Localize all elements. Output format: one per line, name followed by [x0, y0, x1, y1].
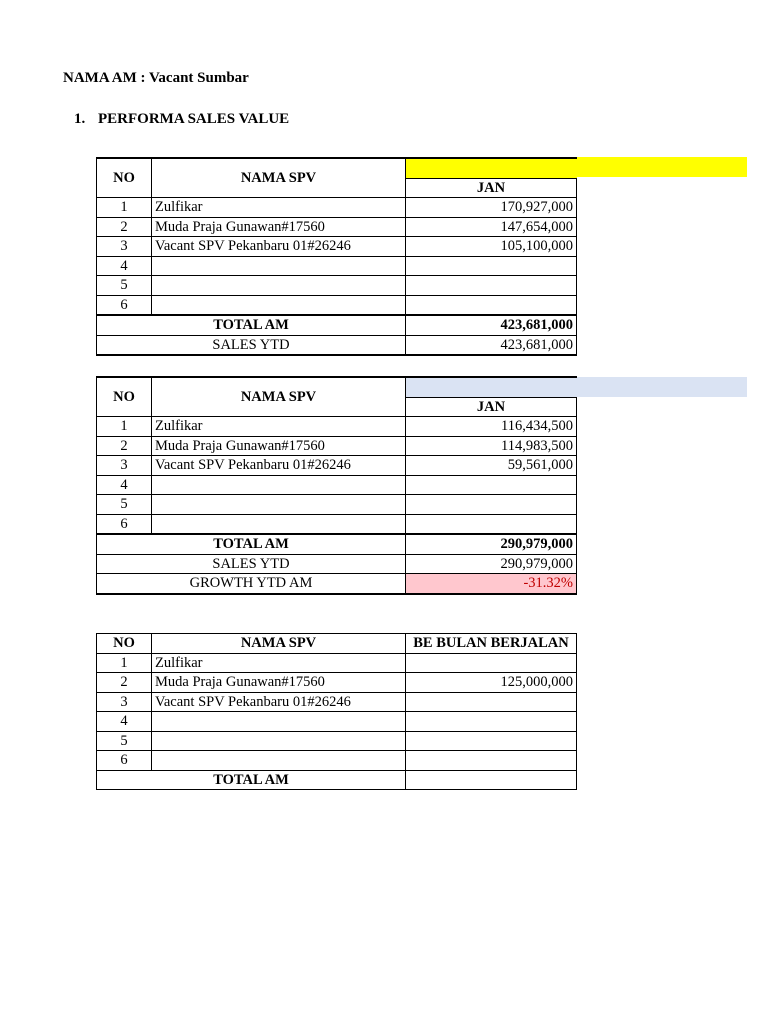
growth-value: -31.32%	[406, 574, 577, 594]
row-value	[406, 256, 577, 276]
ytd-value: 290,979,000	[406, 554, 577, 574]
table2-highlight-cell	[406, 377, 577, 397]
table-row	[97, 256, 577, 276]
row-spv-name: Muda Praja Gunawan#17560	[152, 436, 406, 456]
row-value	[406, 276, 577, 296]
row-no: 5	[97, 731, 152, 751]
row-value: 170,927,000	[406, 198, 577, 218]
row-value: 114,983,500	[406, 436, 577, 456]
section-heading	[74, 111, 289, 128]
row-no: 2	[97, 217, 152, 237]
am-name-heading: NAMA AM : Vacant Sumbar	[63, 70, 249, 86]
table-row	[97, 237, 577, 257]
table1-col-spv: NAMA SPV	[152, 158, 406, 198]
row-value: 147,654,000	[406, 217, 577, 237]
table1-header-row	[97, 158, 577, 178]
table1-total-row	[97, 315, 577, 335]
row-spv-name: Vacant SPV Pekanbaru 01#26246	[152, 692, 406, 712]
table-row	[97, 712, 577, 732]
table1-highlight-cell	[406, 158, 577, 178]
row-no: 5	[97, 495, 152, 515]
table1-col-no: NO	[97, 158, 152, 198]
table-row	[97, 295, 577, 315]
be-table	[96, 633, 577, 790]
table-row	[97, 276, 577, 296]
row-no: 3	[97, 692, 152, 712]
row-no: 3	[97, 456, 152, 476]
row-no: 1	[97, 653, 152, 673]
sales-table-1	[96, 157, 577, 356]
row-no: 6	[97, 751, 152, 771]
row-spv-name	[152, 295, 406, 315]
table1-ytd-row	[97, 335, 577, 355]
table3-col-no: NO	[97, 634, 152, 654]
table-row	[97, 217, 577, 237]
row-spv-name	[152, 712, 406, 732]
table-row	[97, 436, 577, 456]
total-label: TOTAL AM	[97, 770, 406, 790]
row-spv-name	[152, 475, 406, 495]
row-spv-name	[152, 731, 406, 751]
total-value	[406, 770, 577, 790]
row-value	[406, 751, 577, 771]
table2-header-row	[97, 377, 577, 397]
row-no: 2	[97, 436, 152, 456]
ytd-label: SALES YTD	[97, 554, 406, 574]
row-value	[406, 514, 577, 534]
row-value	[406, 731, 577, 751]
table2-total-row	[97, 534, 577, 554]
row-spv-name: Zulfikar	[152, 198, 406, 218]
row-value	[406, 475, 577, 495]
table3-col-be: BE BULAN BERJALAN	[406, 634, 577, 654]
table3-header-row	[97, 634, 577, 654]
row-spv-name: Vacant SPV Pekanbaru 01#26246	[152, 237, 406, 257]
row-value	[406, 712, 577, 732]
row-spv-name	[152, 276, 406, 296]
row-no: 6	[97, 295, 152, 315]
table-row	[97, 456, 577, 476]
table-row	[97, 673, 577, 693]
total-value: 423,681,000	[406, 315, 577, 335]
row-spv-name: Vacant SPV Pekanbaru 01#26246	[152, 456, 406, 476]
table-row	[97, 417, 577, 437]
row-value: 59,561,000	[406, 456, 577, 476]
row-spv-name	[152, 495, 406, 515]
row-spv-name	[152, 256, 406, 276]
table2-col-month: JAN	[406, 397, 577, 417]
row-no: 4	[97, 475, 152, 495]
table2-col-no: NO	[97, 377, 152, 417]
row-no: 1	[97, 198, 152, 218]
growth-label: GROWTH YTD AM	[97, 574, 406, 594]
sales-table-2	[96, 376, 577, 595]
row-no: 6	[97, 514, 152, 534]
row-value: 125,000,000	[406, 673, 577, 693]
table-row	[97, 514, 577, 534]
row-value	[406, 495, 577, 515]
row-no: 1	[97, 417, 152, 437]
table1-col-month: JAN	[406, 178, 577, 198]
table-row	[97, 495, 577, 515]
table2-col-spv: NAMA SPV	[152, 377, 406, 417]
row-value: 105,100,000	[406, 237, 577, 257]
row-no: 2	[97, 673, 152, 693]
row-no: 4	[97, 712, 152, 732]
table2-growth-row	[97, 574, 577, 594]
table2-ytd-row	[97, 554, 577, 574]
table-row	[97, 751, 577, 771]
row-spv-name: Muda Praja Gunawan#17560	[152, 673, 406, 693]
row-value	[406, 653, 577, 673]
table-row	[97, 653, 577, 673]
row-spv-name: Zulfikar	[152, 417, 406, 437]
row-value: 116,434,500	[406, 417, 577, 437]
table3-total-row	[97, 770, 577, 790]
row-spv-name: Zulfikar	[152, 653, 406, 673]
table-row	[97, 475, 577, 495]
ytd-value: 423,681,000	[406, 335, 577, 355]
ytd-label: SALES YTD	[97, 335, 406, 355]
table3-col-spv: NAMA SPV	[152, 634, 406, 654]
row-no: 5	[97, 276, 152, 296]
row-no: 4	[97, 256, 152, 276]
row-spv-name: Muda Praja Gunawan#17560	[152, 217, 406, 237]
row-no: 3	[97, 237, 152, 257]
total-label: TOTAL AM	[97, 534, 406, 554]
total-label: TOTAL AM	[97, 315, 406, 335]
section-title: PERFORMA SALES VALUE	[98, 111, 290, 127]
section-number: 1.	[74, 111, 86, 127]
table-row	[97, 692, 577, 712]
table-row	[97, 198, 577, 218]
total-value: 290,979,000	[406, 534, 577, 554]
table-row	[97, 731, 577, 751]
row-spv-name	[152, 514, 406, 534]
row-value	[406, 692, 577, 712]
row-spv-name	[152, 751, 406, 771]
row-value	[406, 295, 577, 315]
